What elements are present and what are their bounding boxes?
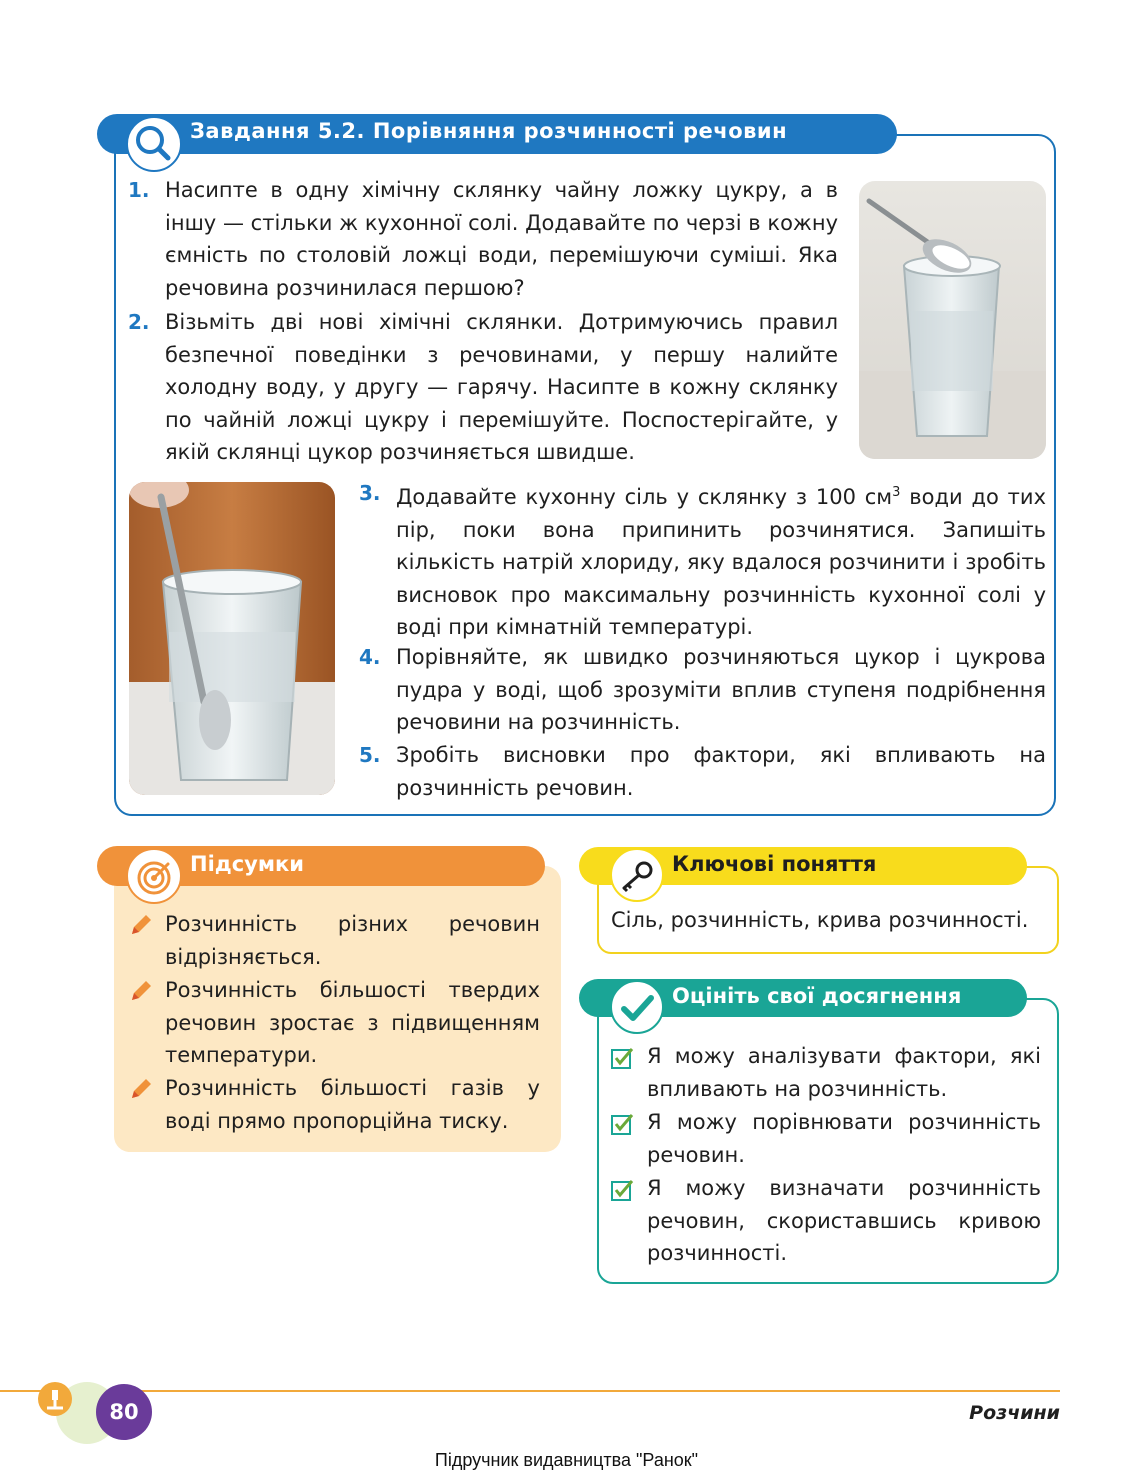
- summary-item: Розчинність різних речовин відрізняється.: [165, 912, 540, 969]
- section-name: Розчини: [969, 1402, 1060, 1424]
- task-item-1: Насипте в одну хімічну склянку чайну ложку цукру, а в іншу — стільки ж кухонної солі. Додавайте по черзі в кожну ємність по столовій ложці води, перемішуючи суміші. Яка речовина розчинилася першою?: [165, 178, 838, 300]
- item-number: 4.: [359, 645, 381, 669]
- footer-line: [0, 1390, 1060, 1392]
- pencil-icon: [128, 978, 154, 1004]
- task-item-5: Зробіть висновки про фактори, які впливають на розчинність речовин.: [396, 743, 1046, 800]
- summary-title: Підсумки: [190, 852, 305, 876]
- item-number: 3.: [359, 481, 381, 505]
- pencil-icon: [128, 1076, 154, 1102]
- task-item-4: Порівняйте, як швидко розчиняються цукор і цукрова пудра у воді, щоб зрозуміти вплив ступеня подрібнення речовини на розчинність.: [396, 645, 1046, 735]
- achievement-item: Я можу порівнювати розчинність речовин.: [647, 1110, 1041, 1167]
- microscope-icon: [38, 1382, 72, 1416]
- achievements-title: Оцініть свої досягнення: [672, 984, 962, 1008]
- superscript: 3: [892, 485, 901, 500]
- checkbox-icon: [610, 1178, 634, 1202]
- checkbox-icon: [610, 1112, 634, 1136]
- target-icon: [126, 848, 182, 904]
- item-3-text-cont: води до тих пір, поки вона припинить розчинятися. Запишіть кількість натрій хлориду, яку вдалося розчинити і зробіть висновок про максимальну розчинність кухонної солі у воді при кімнатній температурі.: [396, 485, 1046, 640]
- item-3-text: Додавайте кухонну сіль у склянку з 100 см: [396, 485, 893, 509]
- checkmark-icon: [610, 980, 664, 1034]
- checkbox-icon: [610, 1046, 634, 1070]
- summary-item: Розчинність більшості твердих речовин зростає з підвищенням температури.: [165, 978, 540, 1068]
- task-title: Завдання 5.2. Порівняння розчинності речовин: [190, 119, 788, 143]
- summary-item: Розчинність більшості газів у воді прямо пропорційна тиску.: [165, 1076, 540, 1133]
- page-number: 80: [96, 1384, 152, 1440]
- achievement-item: Я можу аналізувати фактори, які впливають на розчинність.: [647, 1044, 1041, 1101]
- task-item-3: [396, 477, 1046, 644]
- key-concepts-text: Сіль, розчинність, крива розчинності.: [611, 908, 1029, 932]
- photo-spoon-over-glass: [859, 181, 1046, 459]
- magnifier-icon: [126, 116, 182, 172]
- task-item-2: Візьміть дві нові хімічні склянки. Дотримуючись правил безпечної поведінки з речовинами, у першу налийте холодну воду, у другу — гарячу. Насипте в кожну склянку по чайній ложці цукру і перемішуйте. Поспостерігайте, у якій склянці цукор розчиняється швидше.: [165, 310, 838, 465]
- key-icon: [610, 848, 664, 902]
- achievement-item: Я можу визначати розчинність речовин, скориставшись кривою розчинності.: [647, 1176, 1041, 1266]
- photo-stirring-glass: [129, 482, 335, 795]
- key-concepts-title: Ключові поняття: [672, 852, 877, 876]
- item-number: 5.: [359, 743, 381, 767]
- item-number: 1.: [128, 178, 150, 202]
- item-number: 2.: [128, 310, 150, 334]
- pencil-icon: [128, 912, 154, 938]
- publisher-note: Підручник видавництва "Ранок": [434, 1450, 699, 1470]
